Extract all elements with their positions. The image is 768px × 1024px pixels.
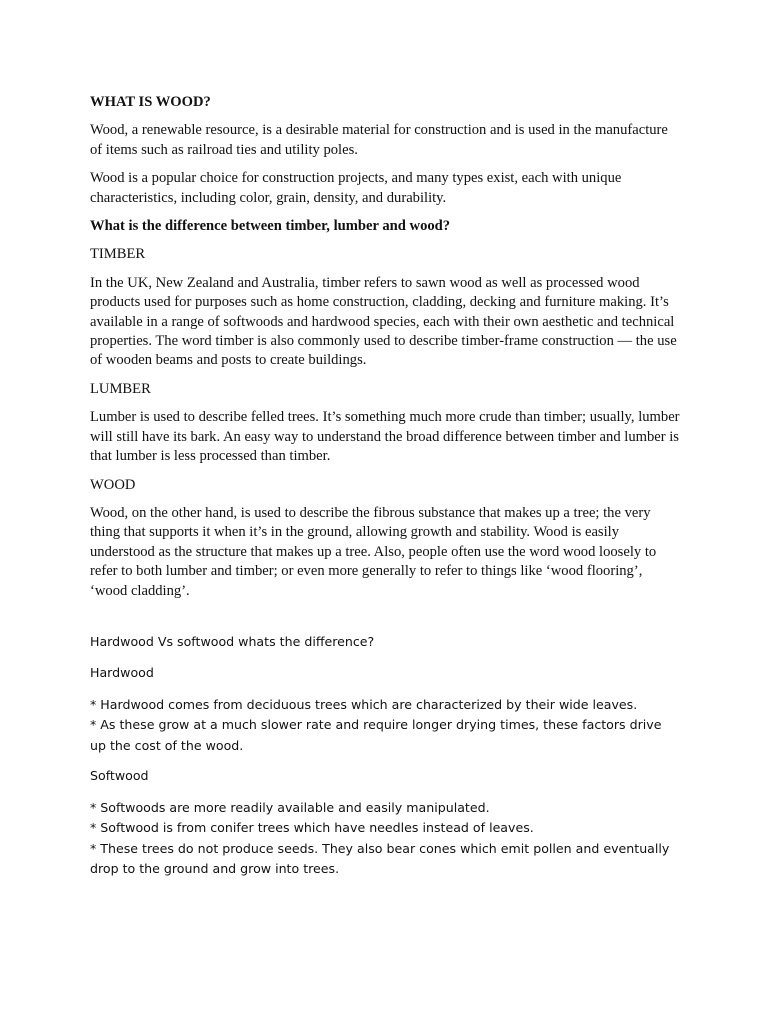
softwood-bullet: * Softwoods are more readily available and easily manipulated. <box>90 799 490 815</box>
hardwood-heading: Hardwood <box>90 665 154 681</box>
lumber-heading: LUMBER <box>90 380 151 397</box>
intro-paragraph-1: Wood, a renewable resource, is a desirable material for construction and is used in the manufacture of items such as railroad ties and utility poles. <box>90 122 668 158</box>
softwood-bullet: * Softwood is from conifer trees which have needles instead of leaves. <box>90 820 534 836</box>
softwood-bullet: * These trees do not produce seeds. They also bear cones which emit pollen and eventually drop to the ground and grow into trees. <box>90 840 670 877</box>
section-spacer <box>90 601 680 632</box>
intro-paragraph-2: Wood is a popular choice for construction projects, and many types exist, each with unique characteristics, including color, grain, density, and durability. <box>90 170 622 206</box>
timber-heading: TIMBER <box>90 246 146 263</box>
softwood-bullet-list <box>90 798 680 880</box>
lumber-paragraph: Lumber is used to describe felled trees. It’s something much more crude than timber; usually, lumber will still have its bark. An easy way to understand the broad difference between timber and lumber is that lumber is less processed than timber. <box>90 409 680 465</box>
hardwood-bullet: * As these grow at a much slower rate and require longer drying times, these factors drive up the cost of the wood. <box>90 717 662 753</box>
hardwood-bullet-list <box>90 695 680 757</box>
hardwood-vs-softwood-heading: Hardwood Vs softwood whats the difference? <box>90 633 375 649</box>
timber-paragraph: In the UK, New Zealand and Australia, timber refers to sawn wood as well as processed wood products used for purposes such as home construction, cladding, decking and furniture making. It’s available in a range of softwoods and hardwood species, each with their own aesthetic and technical properties. The word timber is also commonly used to describe timber-frame construction — the use of wooden beams and posts to create buildings. <box>90 274 677 369</box>
difference-question-heading: What is the difference between timber, lumber and wood? <box>90 218 451 235</box>
document-title: WHAT IS WOOD? <box>90 94 211 110</box>
wood-paragraph: Wood, on the other hand, is used to describe the fibrous substance that makes up a tree; the very thing that supports it when it’s in the ground, allowing growth and stability. Wood is easily understood as the structure that makes up a tree. Also, people often use the word wood loosely to refer to both lumber and timber; or even more generally to refer to things like ‘wood flooring’, ‘wood cladding’. <box>90 504 657 599</box>
hardwood-bullet: * Hardwood comes from deciduous trees which are characterized by their wide leaves. <box>90 696 638 712</box>
document-page <box>90 93 680 890</box>
wood-heading: WOOD <box>90 476 136 493</box>
softwood-heading: Softwood <box>90 768 149 784</box>
